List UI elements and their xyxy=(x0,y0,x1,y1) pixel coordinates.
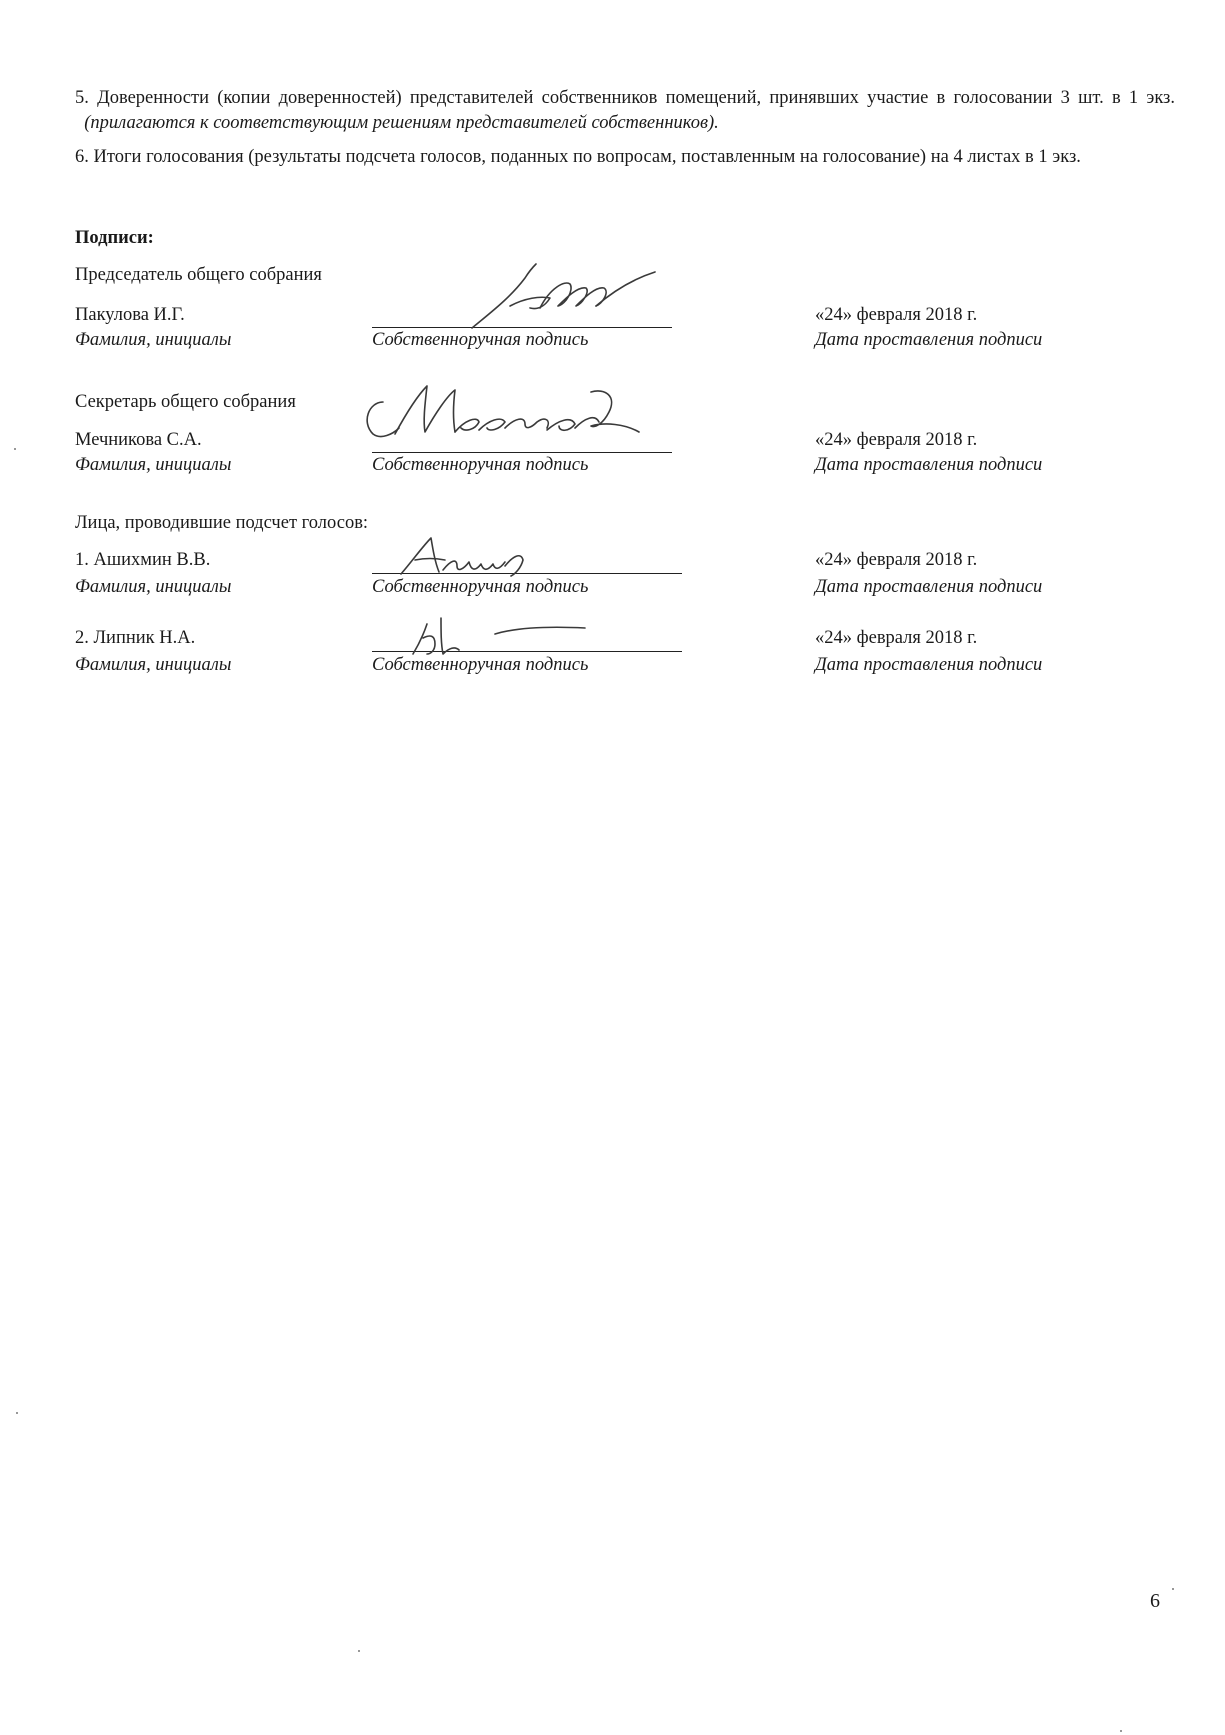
scan-speck xyxy=(16,1412,18,1414)
scan-speck xyxy=(358,1650,360,1652)
chairman-name-caption: Фамилия, инициалы xyxy=(75,330,232,350)
counters-heading: Лица, проводившие подсчет голосов: xyxy=(75,513,369,533)
counter-2-name-caption: Фамилия, инициалы xyxy=(75,655,232,675)
counter-2-signature-caption: Собственноручная подпись xyxy=(372,655,589,675)
signatures-heading: Подписи: xyxy=(75,228,154,248)
counter-1-signature-caption: Собственноручная подпись xyxy=(372,577,589,597)
chairman-role: Председатель общего собрания xyxy=(75,265,322,285)
secretary-name: Мечникова С.А. xyxy=(75,430,202,450)
chairman-signature-caption: Собственноручная подпись xyxy=(372,330,589,350)
secretary-signature xyxy=(355,372,655,452)
attachment-item-5-text: 5. Доверенности (копии доверенностей) представителей собственников помещений, принявших участие в голосовании 3 шт. в 1 экз. xyxy=(75,88,1175,108)
scan-speck xyxy=(1172,1588,1174,1590)
secretary-signature-caption: Собственноручная подпись xyxy=(372,455,589,475)
chairman-date: «24» февраля 2018 г. xyxy=(815,305,978,325)
attachment-item-5-note: (прилагаются к соответствующим решениям представителей собственников). xyxy=(84,113,719,133)
chairman-name: Пакулова И.Г. xyxy=(75,305,185,325)
secretary-date: «24» февраля 2018 г. xyxy=(815,430,978,450)
scan-speck xyxy=(1120,1730,1122,1732)
counter-2-signature xyxy=(405,608,595,658)
secretary-signature-line xyxy=(372,452,672,453)
counter-1-name: 1. Ашихмин В.В. xyxy=(75,550,211,570)
secretary-role: Секретарь общего собрания xyxy=(75,392,296,412)
counter-2-date: «24» февраля 2018 г. xyxy=(815,628,978,648)
attachment-item-5 xyxy=(75,86,1175,136)
counter-1-name-caption: Фамилия, инициалы xyxy=(75,577,232,597)
secretary-date-caption: Дата проставления подписи xyxy=(815,455,1043,475)
counter-2-date-caption: Дата проставления подписи xyxy=(815,655,1043,675)
attachment-item-6: 6. Итоги голосования (результаты подсчета голосов, поданных по вопросам, поставленным на голосование) на 4 листах в 1 экз. xyxy=(75,147,1081,167)
chairman-signature xyxy=(470,258,670,333)
chairman-date-caption: Дата проставления подписи xyxy=(815,330,1043,350)
counter-1-signature xyxy=(395,530,545,580)
counter-2-name: 2. Липник Н.А. xyxy=(75,628,196,648)
counter-1-date-caption: Дата проставления подписи xyxy=(815,577,1043,597)
page-number: 6 xyxy=(1150,1590,1160,1612)
counter-1-date: «24» февраля 2018 г. xyxy=(815,550,978,570)
secretary-name-caption: Фамилия, инициалы xyxy=(75,455,232,475)
scan-speck xyxy=(14,448,16,450)
